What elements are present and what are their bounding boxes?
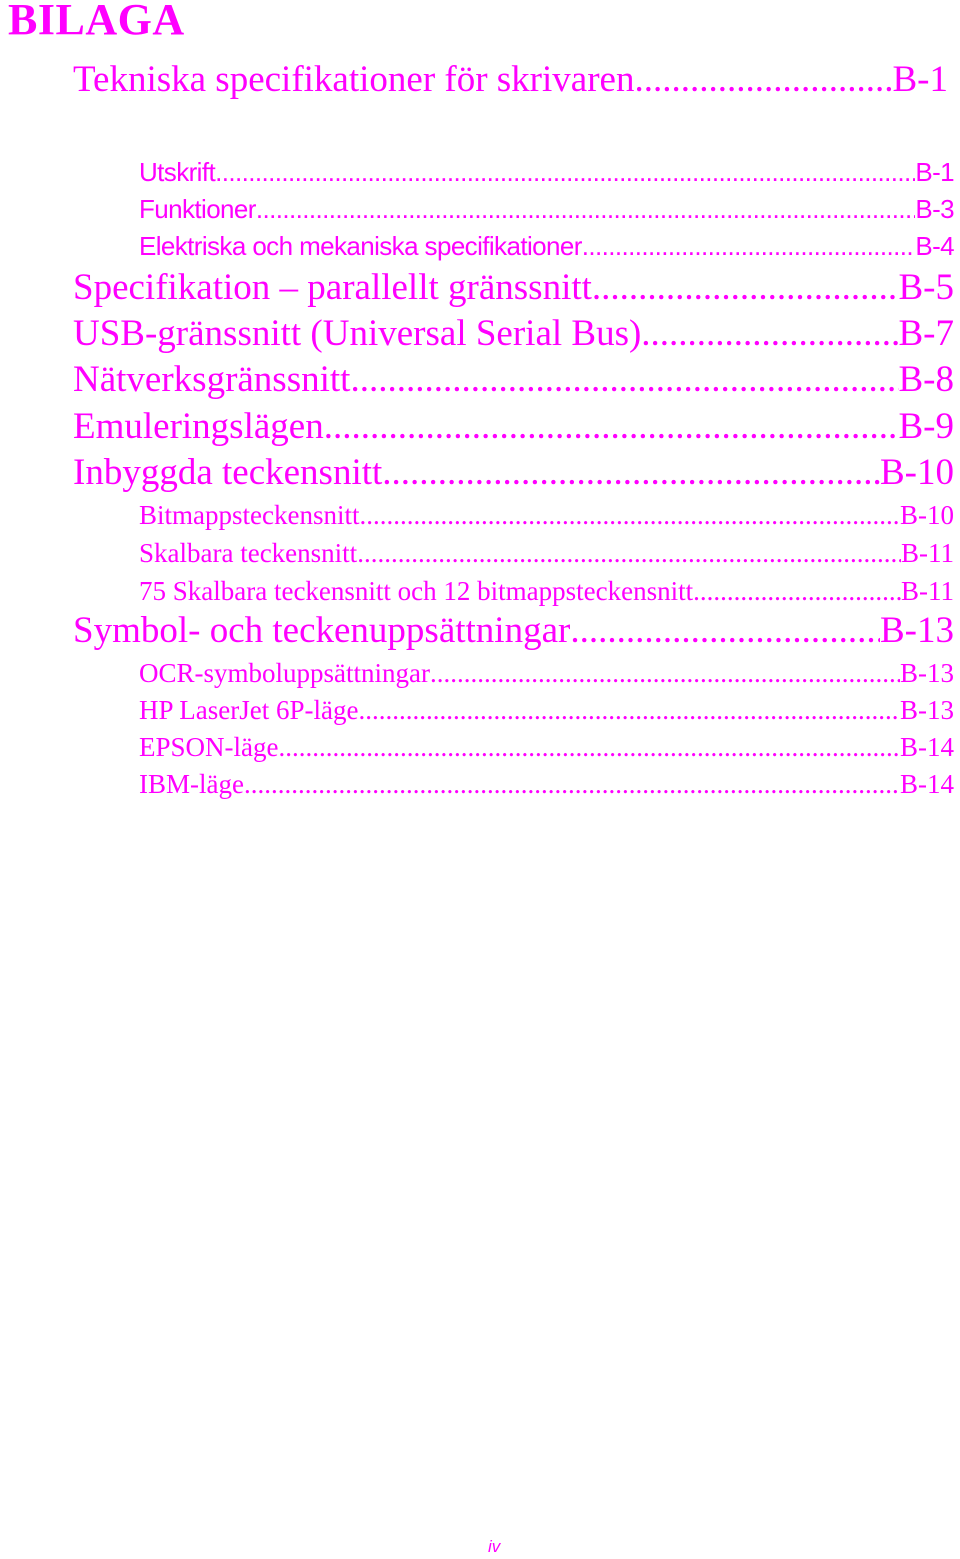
- toc-entry-utskrift[interactable]: [139, 155, 954, 189]
- toc-dot-leader: [350, 358, 898, 402]
- toc-entry-hp-laserjet-6p-lage[interactable]: [139, 693, 954, 727]
- toc-entry-page: B-14: [900, 732, 954, 762]
- toc-entry-title: Inbyggda teckensnitt: [73, 452, 383, 493]
- toc-entry-page: B-5: [898, 267, 954, 308]
- toc-entry-page: B-7: [898, 313, 954, 354]
- toc-entry-title: Utskrift: [139, 157, 216, 187]
- footer-page-number: iv: [488, 1537, 501, 1556]
- toc-entry-page: B-4: [915, 231, 954, 261]
- page-heading: BILAGA: [8, 0, 185, 44]
- toc-entry-page: B-9: [898, 406, 954, 447]
- toc-dot-leader: [357, 536, 901, 570]
- toc-entry-title: Elektriska och mekaniska specifikationer: [139, 231, 582, 261]
- toc-entry-page: B-3: [915, 194, 954, 224]
- toc-entry-parallellt-granssnitt[interactable]: [73, 266, 954, 310]
- toc-entry-funktioner[interactable]: [139, 192, 954, 226]
- toc-entry-elektriska-och-mekaniska[interactable]: [139, 229, 954, 263]
- toc-dot-leader: [592, 266, 899, 310]
- toc-entry-title: EPSON-läge: [139, 732, 279, 762]
- toc-dot-leader: [244, 767, 900, 801]
- toc-dot-leader: [634, 58, 892, 102]
- toc-dot-leader: [430, 656, 900, 690]
- toc-entry-title: Symbol- och teckenuppsättningar: [73, 610, 571, 651]
- toc-dot-leader: [324, 405, 899, 449]
- toc-entry-title: USB-gränssnitt (Universal Serial Bus): [73, 313, 642, 354]
- toc-entry-page: B-11: [901, 576, 954, 606]
- toc-entry-title: Skalbara teckensnitt: [139, 538, 358, 568]
- toc-entry-page: B-10: [880, 452, 954, 493]
- toc-entry-page: B-14: [900, 769, 954, 799]
- toc-dot-leader: [693, 574, 901, 608]
- toc-entry-emuleringslagen[interactable]: [73, 405, 954, 449]
- toc-entry-page: B-1: [915, 157, 954, 187]
- toc-entry-page: B-13: [900, 695, 954, 725]
- toc-entry-page: B-13: [900, 658, 954, 688]
- toc-entry-title: HP LaserJet 6P-läge: [139, 695, 359, 725]
- toc-entry-bitmappsteckensnitt[interactable]: [139, 498, 954, 532]
- toc-entry-title: OCR-symboluppsättningar: [139, 658, 430, 688]
- toc-entry-page: B-11: [901, 538, 954, 568]
- toc-entry-usb-granssnitt[interactable]: [73, 312, 954, 356]
- toc-entry-title: Specifikation – parallellt gränssnitt: [73, 267, 592, 308]
- toc-dot-leader: [256, 192, 915, 226]
- toc-entry-natverksgranssnitt[interactable]: [73, 358, 954, 402]
- toc-entry-inbyggda-teckensnitt[interactable]: [73, 451, 954, 495]
- toc-entry-title: Tekniska specifikationer för skrivaren: [73, 59, 635, 100]
- toc-entry-title: Bitmappsteckensnitt: [139, 500, 360, 530]
- toc-dot-leader: [382, 451, 880, 495]
- toc-entry-ibm-lage[interactable]: [139, 767, 954, 801]
- toc-dot-leader: [570, 609, 880, 653]
- toc-dot-leader: [358, 693, 900, 727]
- toc-entry-skalbara-teckensnitt[interactable]: [139, 536, 954, 570]
- toc-dot-leader: [215, 155, 915, 189]
- toc-entry-tekniska-specifikationer[interactable]: [73, 58, 948, 102]
- toc-entry-page: B-10: [900, 500, 954, 530]
- toc-entry-title: Emuleringslägen: [73, 406, 324, 447]
- toc-entry-epson-lage[interactable]: [139, 730, 954, 764]
- toc-entry-75-skalbara-teckensnitt[interactable]: [139, 574, 954, 608]
- toc-dot-leader: [641, 312, 898, 356]
- toc-entry-title: 75 Skalbara teckensnitt och 12 bitmappsteckensnitt: [139, 576, 694, 606]
- toc-entry-ocr-symboluppsattningar[interactable]: [139, 656, 954, 690]
- toc-dot-leader: [359, 498, 900, 532]
- toc-entry-page: B-13: [880, 610, 954, 651]
- toc-entry-page: B-1: [892, 59, 948, 100]
- toc-entry-title: Funktioner: [139, 194, 256, 224]
- toc-entry-title: IBM-läge: [139, 769, 244, 799]
- toc-dot-leader: [582, 229, 916, 263]
- toc-entry-page: B-8: [898, 359, 954, 400]
- toc-entry-symbol-och-teckenuppsattningar[interactable]: [73, 609, 954, 653]
- toc-entry-title: Nätverksgränssnitt: [73, 359, 351, 400]
- toc-dot-leader: [278, 730, 900, 764]
